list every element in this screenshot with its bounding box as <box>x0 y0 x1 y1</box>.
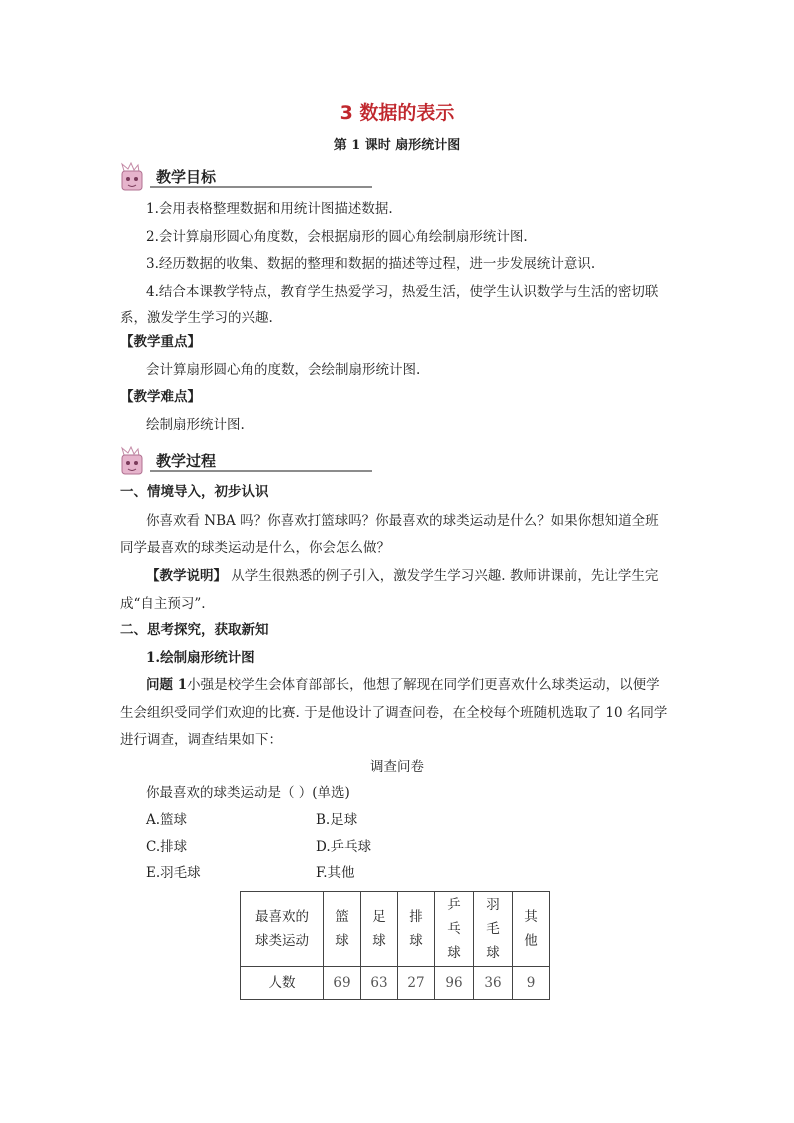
option-b: B.足球 <box>316 812 358 828</box>
section1-heading: 一、情境导入，初步认识 <box>120 484 269 500</box>
section2-heading: 二、思考探究，获取新知 <box>120 622 269 638</box>
sub-heading: 1.绘制扇形统计图 <box>146 650 255 666</box>
table-cell: 27 <box>398 967 435 1000</box>
goal-item: 1.会用表格整理数据和用统计图描述数据. <box>146 201 393 217</box>
survey-title: 调查问卷 <box>370 759 424 775</box>
table-cell: 9 <box>513 967 550 1000</box>
table-cell: 63 <box>361 967 398 1000</box>
survey-question: 你最喜欢的球类运动是（ ）(单选) <box>146 785 350 801</box>
table-cell: 96 <box>435 967 474 1000</box>
divider <box>150 470 372 472</box>
key-point-text: 会计算扇形圆心角的度数，会绘制扇形统计图. <box>146 362 421 378</box>
column-header: 足 球 <box>361 892 398 967</box>
difficulty-text: 绘制扇形统计图. <box>146 417 245 433</box>
paragraph-line: 同学最喜欢的球类运动是什么，你会怎么做？ <box>120 540 390 556</box>
goal-item: 系，激发学生学习的兴趣. <box>120 310 273 326</box>
bag-icon <box>118 162 152 192</box>
page-title: 3 数据的表示 <box>339 102 455 124</box>
column-header: 羽 毛 球 <box>474 892 513 967</box>
table-row <box>241 967 550 1000</box>
badge-label: 教学过程 <box>156 452 217 470</box>
paragraph-line: 生会组织受同学们欢迎的比赛. 于是他设计了调查问卷，在全校每个班随机选取了 10 名同学 <box>120 705 668 721</box>
column-header: 其 他 <box>513 892 550 967</box>
teaching-note <box>146 566 658 586</box>
option-f: F.其他 <box>316 865 355 881</box>
column-header: 排 球 <box>398 892 435 967</box>
table-cell: 69 <box>324 967 361 1000</box>
paragraph-line: 进行调查，调查结果如下： <box>120 732 282 748</box>
survey-table <box>240 891 550 1000</box>
option-c: C.排球 <box>146 839 188 855</box>
option-e: E.羽毛球 <box>146 865 201 881</box>
bag-icon <box>118 446 152 476</box>
section-badge-goals <box>118 162 258 192</box>
badge-label: 教学目标 <box>156 168 217 186</box>
header-label-cell: 最喜欢的 球类运动 <box>241 892 324 967</box>
goal-item: 3.经历数据的收集、数据的整理和数据的描述等过程，进一步发展统计意识. <box>146 256 596 272</box>
column-header: 乒 乓 球 <box>435 892 474 967</box>
section-badge-process <box>118 446 258 476</box>
option-a: A.篮球 <box>146 812 188 828</box>
note-text: 从学生很熟悉的例子引入，激发学生学习兴趣. 教师讲课前，先让学生完 <box>227 568 659 584</box>
paragraph-line: 你喜欢看 NBA 吗？你喜欢打篮球吗？你最喜欢的球类运动是什么？如果你想知道全班 <box>146 513 659 529</box>
problem-text <box>146 675 660 695</box>
key-point-heading: 【教学重点】 <box>120 334 201 350</box>
goal-item: 2.会计算扇形圆心角度数，会根据扇形的圆心角绘制扇形统计图. <box>146 229 528 245</box>
note-label: 【教学说明】 <box>146 568 227 584</box>
row-label: 人数 <box>241 967 324 1000</box>
table-header-row <box>241 892 550 967</box>
goal-item: 4.结合本课教学特点，教育学生热爱学习，热爱生活，使学生认识数学与生活的密切联 <box>146 284 659 300</box>
divider <box>150 186 372 188</box>
problem-label: 问题 1 <box>146 677 188 693</box>
paragraph-line: 成“自主预习”. <box>120 596 206 612</box>
option-d: D.乒乓球 <box>316 839 372 855</box>
lesson-subtitle: 第 1 课时 扇形统计图 <box>333 138 461 153</box>
difficulty-heading: 【教学难点】 <box>120 389 201 405</box>
column-header: 篮 球 <box>324 892 361 967</box>
table-cell: 36 <box>474 967 513 1000</box>
problem-line: 小强是校学生会体育部部长，他想了解现在同学们更喜欢什么球类运动，以便学 <box>187 677 660 693</box>
